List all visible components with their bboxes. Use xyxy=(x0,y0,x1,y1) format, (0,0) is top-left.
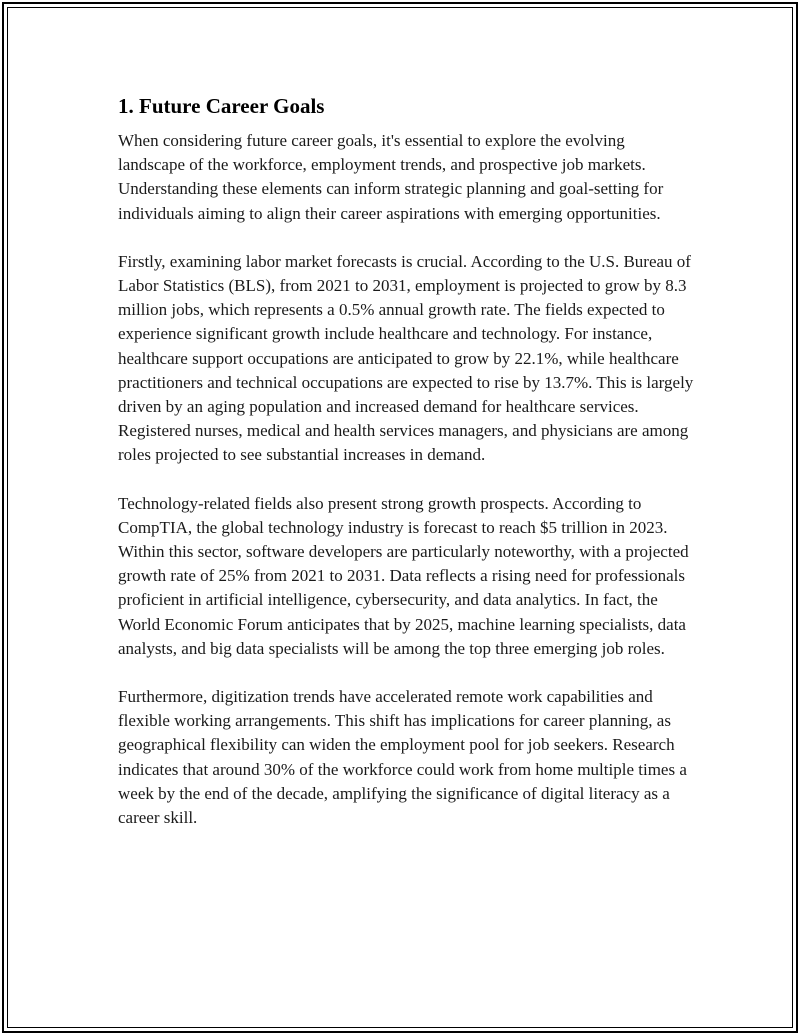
paragraph-technology: Technology-related fields also present strong growth prospects. According to CompTIA, the global technology industry is forecast to reach $5 trillion in 2023. Within this sector, software developers are particularly noteworthy, with a projected growth rate of 25% from 2021 to 2031. Data reflects a rising need for professionals proficient in artificial intelligence, cybersecurity, and data analytics. In fact, the World Economic Forum anticipates that by 2025, machine learning specialists, data analysts, and big data specialists will be among the top three emerging job roles. xyxy=(118,493,689,658)
paragraph-remote-work: Furthermore, digitization trends have accelerated remote work capabilities and flexible working arrangements. This shift has implications for career planning, as geographical flexibility can widen the employment pool for job seekers. Research indicates that around 30% of the workforce could work from home multiple times a week by the end of the decade, amplifying the significance of digital literacy as a career skill. xyxy=(118,687,687,828)
section-heading: 1. Future Career Goals xyxy=(118,94,325,118)
document-body xyxy=(118,93,696,854)
paragraph-intro: When considering future career goals, it's essential to explore the evolving landscape of the workforce, employment trends, and prospective job markets. Understanding these elements can inform strategic planning and goal-setting for individuals aiming to align their career aspirations with emerging opportunities. xyxy=(118,131,664,223)
paragraph-labor-market: Firstly, examining labor market forecasts is crucial. According to the U.S. Bureau of Labor Statistics (BLS), from 2021 to 2031, employment is projected to grow by 8.3 million jobs, which represents a 0.5% annual growth rate. The fields expected to experience significant growth include healthcare and technology. For instance, healthcare support occupations are anticipated to grow by 22.1%, while healthcare practitioners and technical occupations are expected to rise by 13.7%. This is largely driven by an aging population and increased demand for healthcare services. Registered nurses, medical and health services managers, and physicians are among roles projected to see substantial increases in demand. xyxy=(118,251,694,465)
